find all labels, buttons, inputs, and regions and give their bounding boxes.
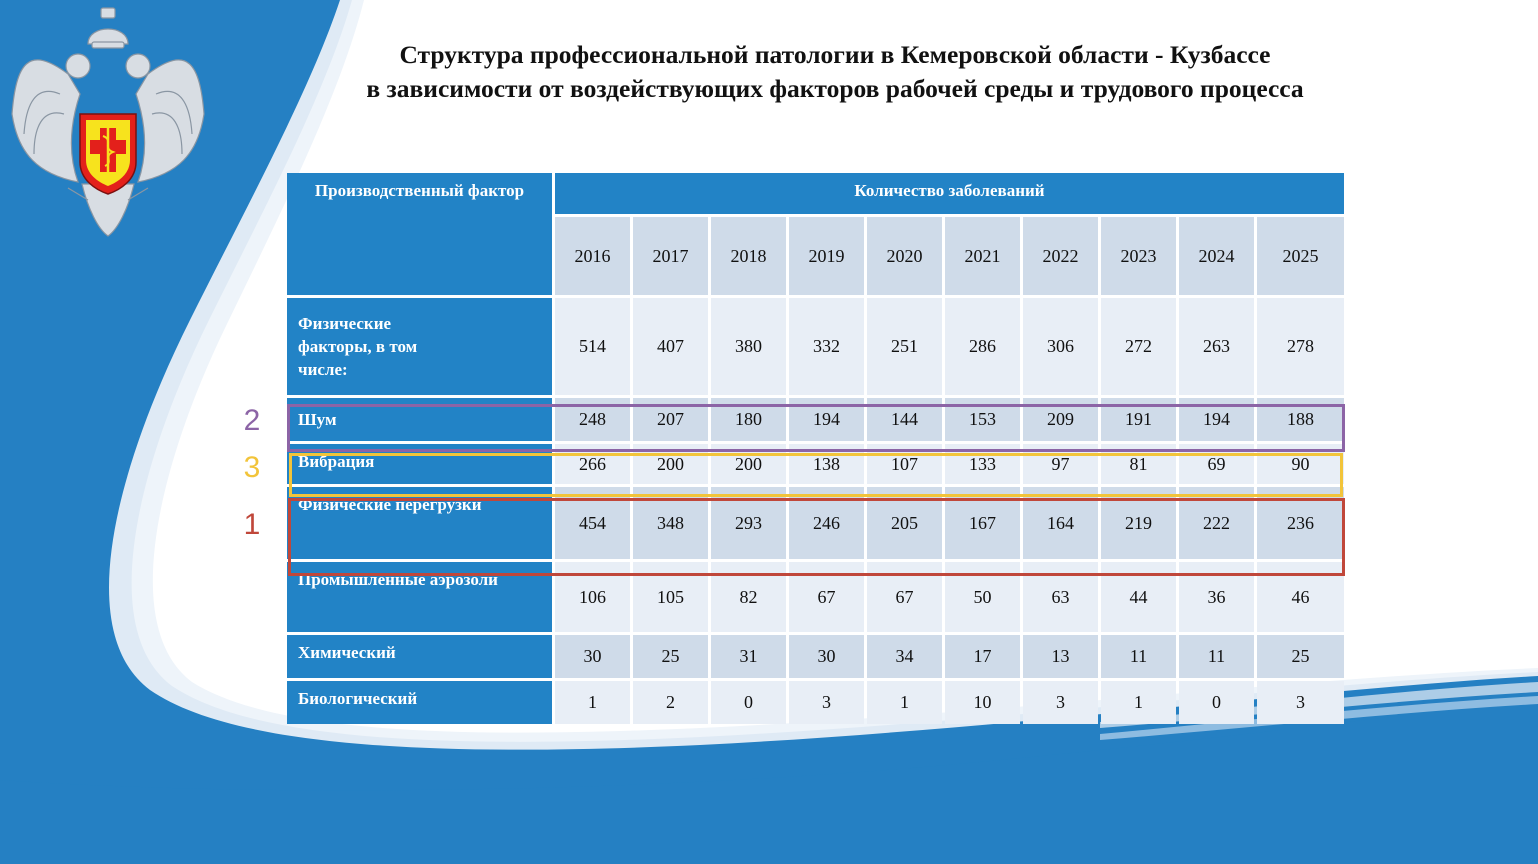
table-cell: 194	[1179, 398, 1254, 441]
title-line-2: в зависимости от воздействующих факторов рабочей среды и трудового процесса	[366, 74, 1304, 103]
highlight-marker-2: 2	[243, 404, 261, 437]
table-row	[287, 635, 1344, 678]
row-label-line: Физические перегрузки	[298, 495, 482, 514]
row-label-line: Физические	[298, 314, 392, 333]
table-cell: 50	[945, 562, 1020, 632]
year-header: 2017	[633, 217, 708, 295]
year-header: 2018	[711, 217, 786, 295]
table-cell: 194	[789, 398, 864, 441]
row-label-line: числе:	[298, 360, 348, 379]
table-cell: 36	[1179, 562, 1254, 632]
row-label	[287, 635, 552, 678]
table-cell: 293	[711, 487, 786, 559]
table-cell: 44	[1101, 562, 1176, 632]
table-cell: 454	[555, 487, 630, 559]
table-cell: 17	[945, 635, 1020, 678]
table-cell: 164	[1023, 487, 1098, 559]
page-title	[230, 38, 1440, 106]
table-cell: 3	[789, 681, 864, 724]
year-header: 2024	[1179, 217, 1254, 295]
table-cell: 0	[711, 681, 786, 724]
table-cell: 11	[1101, 635, 1176, 678]
table-cell: 219	[1101, 487, 1176, 559]
row-label-line: Промышленные аэрозоли	[298, 570, 498, 589]
table-cell: 97	[1023, 444, 1098, 484]
highlight-marker-3: 3	[243, 451, 261, 484]
table-cell: 25	[633, 635, 708, 678]
table-cell: 200	[711, 444, 786, 484]
table-cell: 67	[789, 562, 864, 632]
table-cell: 3	[1023, 681, 1098, 724]
highlight-box-noise	[287, 404, 1345, 452]
table-cell: 188	[1257, 398, 1344, 441]
table-cell: 209	[1023, 398, 1098, 441]
highlight-box-overload	[288, 498, 1345, 576]
year-header: 2025	[1257, 217, 1344, 295]
table-cell: 251	[867, 298, 942, 395]
table-cell: 3	[1257, 681, 1344, 724]
table-cell: 1	[867, 681, 942, 724]
row-label-line: факторы, в том	[298, 337, 418, 356]
table-cell: 278	[1257, 298, 1344, 395]
row-label-line: Шум	[298, 410, 337, 429]
year-header: 2022	[1023, 217, 1098, 295]
table-cell: 407	[633, 298, 708, 395]
table-cell: 248	[555, 398, 630, 441]
highlight-marker-1: 1	[243, 508, 261, 541]
table-cell: 90	[1257, 444, 1344, 484]
year-header: 2016	[555, 217, 630, 295]
table-cell: 286	[945, 298, 1020, 395]
table-cell: 34	[867, 635, 942, 678]
table-row	[287, 298, 1344, 395]
table-cell: 46	[1257, 562, 1344, 632]
table-cell: 514	[555, 298, 630, 395]
title-line-1: Структура профессиональной патологии в Кемеровской области - Кузбассе	[399, 40, 1271, 69]
table-row	[287, 681, 1344, 724]
table-cell: 263	[1179, 298, 1254, 395]
table-cell: 153	[945, 398, 1020, 441]
table-cell: 236	[1257, 487, 1344, 559]
year-header: 2021	[945, 217, 1020, 295]
table-cell: 191	[1101, 398, 1176, 441]
row-label-line: Вибрация	[298, 452, 375, 471]
highlight-box-vibration	[289, 453, 1343, 497]
table-cell: 63	[1023, 562, 1098, 632]
table-cell: 69	[1179, 444, 1254, 484]
row-label	[287, 298, 552, 395]
table-cell: 107	[867, 444, 942, 484]
year-header: 2020	[867, 217, 942, 295]
table-cell: 133	[945, 444, 1020, 484]
table-cell: 25	[1257, 635, 1344, 678]
table-cell: 67	[867, 562, 942, 632]
row-label-line: Химический	[298, 643, 396, 662]
table-cell: 348	[633, 487, 708, 559]
table-cell: 180	[711, 398, 786, 441]
header-factor: Производственный фактор	[287, 173, 552, 295]
table-cell: 30	[555, 635, 630, 678]
table-cell: 266	[555, 444, 630, 484]
table-cell: 30	[789, 635, 864, 678]
table-cell: 1	[1101, 681, 1176, 724]
table-cell: 246	[789, 487, 864, 559]
table-cell: 2	[633, 681, 708, 724]
table-cell: 167	[945, 487, 1020, 559]
table-cell: 82	[711, 562, 786, 632]
table-cell: 272	[1101, 298, 1176, 395]
table-cell: 11	[1179, 635, 1254, 678]
header-count: Количество заболеваний	[555, 173, 1344, 214]
table-cell: 31	[711, 635, 786, 678]
table-cell: 105	[633, 562, 708, 632]
table-cell: 332	[789, 298, 864, 395]
table-cell: 207	[633, 398, 708, 441]
row-label	[287, 681, 552, 724]
table-cell: 380	[711, 298, 786, 395]
year-header: 2023	[1101, 217, 1176, 295]
table-cell: 222	[1179, 487, 1254, 559]
table-cell: 205	[867, 487, 942, 559]
table-cell: 138	[789, 444, 864, 484]
table-cell: 306	[1023, 298, 1098, 395]
year-header: 2019	[789, 217, 864, 295]
table-cell: 10	[945, 681, 1020, 724]
coat-of-arms-emblem-icon	[8, 4, 208, 240]
table-cell: 144	[867, 398, 942, 441]
table-cell: 13	[1023, 635, 1098, 678]
table-cell: 200	[633, 444, 708, 484]
table-cell: 1	[555, 681, 630, 724]
table-cell: 0	[1179, 681, 1254, 724]
table-cell: 106	[555, 562, 630, 632]
row-label-line: Биологический	[298, 689, 418, 708]
table-cell: 81	[1101, 444, 1176, 484]
